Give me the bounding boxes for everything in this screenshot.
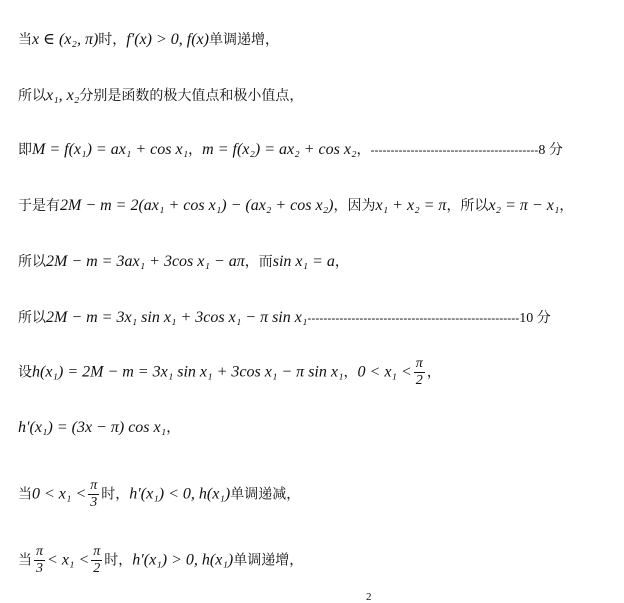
fraction-numerator: π	[415, 356, 423, 371]
text: ，因为	[333, 198, 376, 214]
text: ，所以	[446, 198, 489, 214]
solution-line-7	[18, 356, 441, 389]
solution-line-2	[18, 86, 303, 106]
solution-line-6	[18, 308, 551, 329]
fraction-denominator: 3	[90, 495, 98, 510]
text: 单调递增，	[208, 32, 279, 48]
text: 所以	[18, 254, 46, 270]
text: ，	[559, 198, 574, 214]
math-expr: x₁, x₂	[46, 87, 80, 104]
math-expr: f′(x) > 0, f(x)	[126, 31, 209, 48]
score-dashes: -----------------------------------------------------	[307, 311, 520, 325]
text: 时，	[104, 552, 133, 569]
math-expr: x ∈ (x₂, π)	[32, 31, 99, 48]
fraction-numerator: π	[90, 478, 98, 493]
text: 即	[18, 142, 32, 158]
fraction-denominator: 2	[93, 561, 101, 576]
math-expr: sin x₁ = a	[272, 253, 335, 270]
text: ，	[343, 364, 358, 381]
cut-off-text: 2	[366, 591, 372, 603]
math-expr: 2M − m = 3ax₁ + 3cos x₁ − aπ	[46, 253, 245, 270]
text: 当	[18, 486, 32, 503]
text: 于是有	[18, 198, 60, 214]
math-expr: 0 < x₁ <	[357, 363, 412, 381]
text: ，	[426, 364, 441, 381]
solution-line-8	[18, 418, 180, 438]
text: 分别是函数的极大值点和极小值点，	[79, 88, 304, 104]
text: 所以	[18, 88, 46, 104]
text: 设	[18, 364, 32, 381]
math-expr: h′(x₁) > 0, h(x₁)	[132, 551, 234, 569]
math-expr: m = f(x₂) = ax₂ + cos x₂	[202, 141, 357, 158]
math-expr: < x₁ <	[47, 551, 90, 569]
text: 时，	[98, 32, 127, 48]
fraction	[414, 356, 425, 389]
text: ，	[166, 420, 181, 436]
text: 所以	[18, 310, 46, 326]
text: 单调递增，	[233, 552, 304, 569]
math-expr: 2M − m = 3x₁ sin x₁ + 3cos x₁ − π sin x₁	[46, 309, 308, 326]
fraction-denominator: 2	[415, 373, 423, 388]
math-expr: x₂ = π − x₁	[488, 197, 560, 214]
solution-line-5	[18, 252, 349, 272]
text: ，而	[244, 254, 273, 270]
text: 单调递减，	[230, 486, 301, 503]
math-expr: 0 < x₁ <	[32, 485, 87, 503]
score-mark: 10 分	[519, 311, 551, 326]
math-expr: h′(x₁) = (3x − π) cos x₁	[18, 419, 167, 436]
fraction	[34, 544, 45, 577]
math-expr: x₁ + x₂ = π	[375, 197, 447, 214]
score-mark: 8 分	[538, 143, 563, 158]
fraction-numerator: π	[93, 544, 101, 559]
text: ，	[356, 142, 371, 158]
math-expr: 2M − m = 2(ax₁ + cos x₁) − (ax₂ + cos x₂)	[60, 197, 334, 214]
text: 当	[18, 32, 32, 48]
solution-line-10	[18, 544, 303, 577]
math-expr: h′(x₁) < 0, h(x₁)	[129, 485, 231, 503]
text: 当	[18, 552, 32, 569]
math-expr: h(x₁) = 2M − m = 3x₁ sin x₁ + 3cos x₁ − π sin x₁	[32, 363, 344, 381]
text: ，	[188, 142, 203, 158]
fraction	[91, 544, 102, 577]
solution-line-9	[18, 478, 300, 511]
math-expr: M = f(x₁) = ax₁ + cos x₁	[32, 141, 189, 158]
fraction	[88, 478, 99, 511]
solution-line-3	[18, 140, 563, 161]
score-dashes: ------------------------------------------	[370, 143, 539, 157]
fraction-denominator: 3	[36, 561, 43, 576]
solution-line-1	[18, 30, 279, 50]
fraction-numerator: π	[36, 544, 44, 559]
text: 时，	[101, 486, 130, 503]
text: ，	[334, 254, 349, 270]
solution-line-4	[18, 196, 573, 216]
